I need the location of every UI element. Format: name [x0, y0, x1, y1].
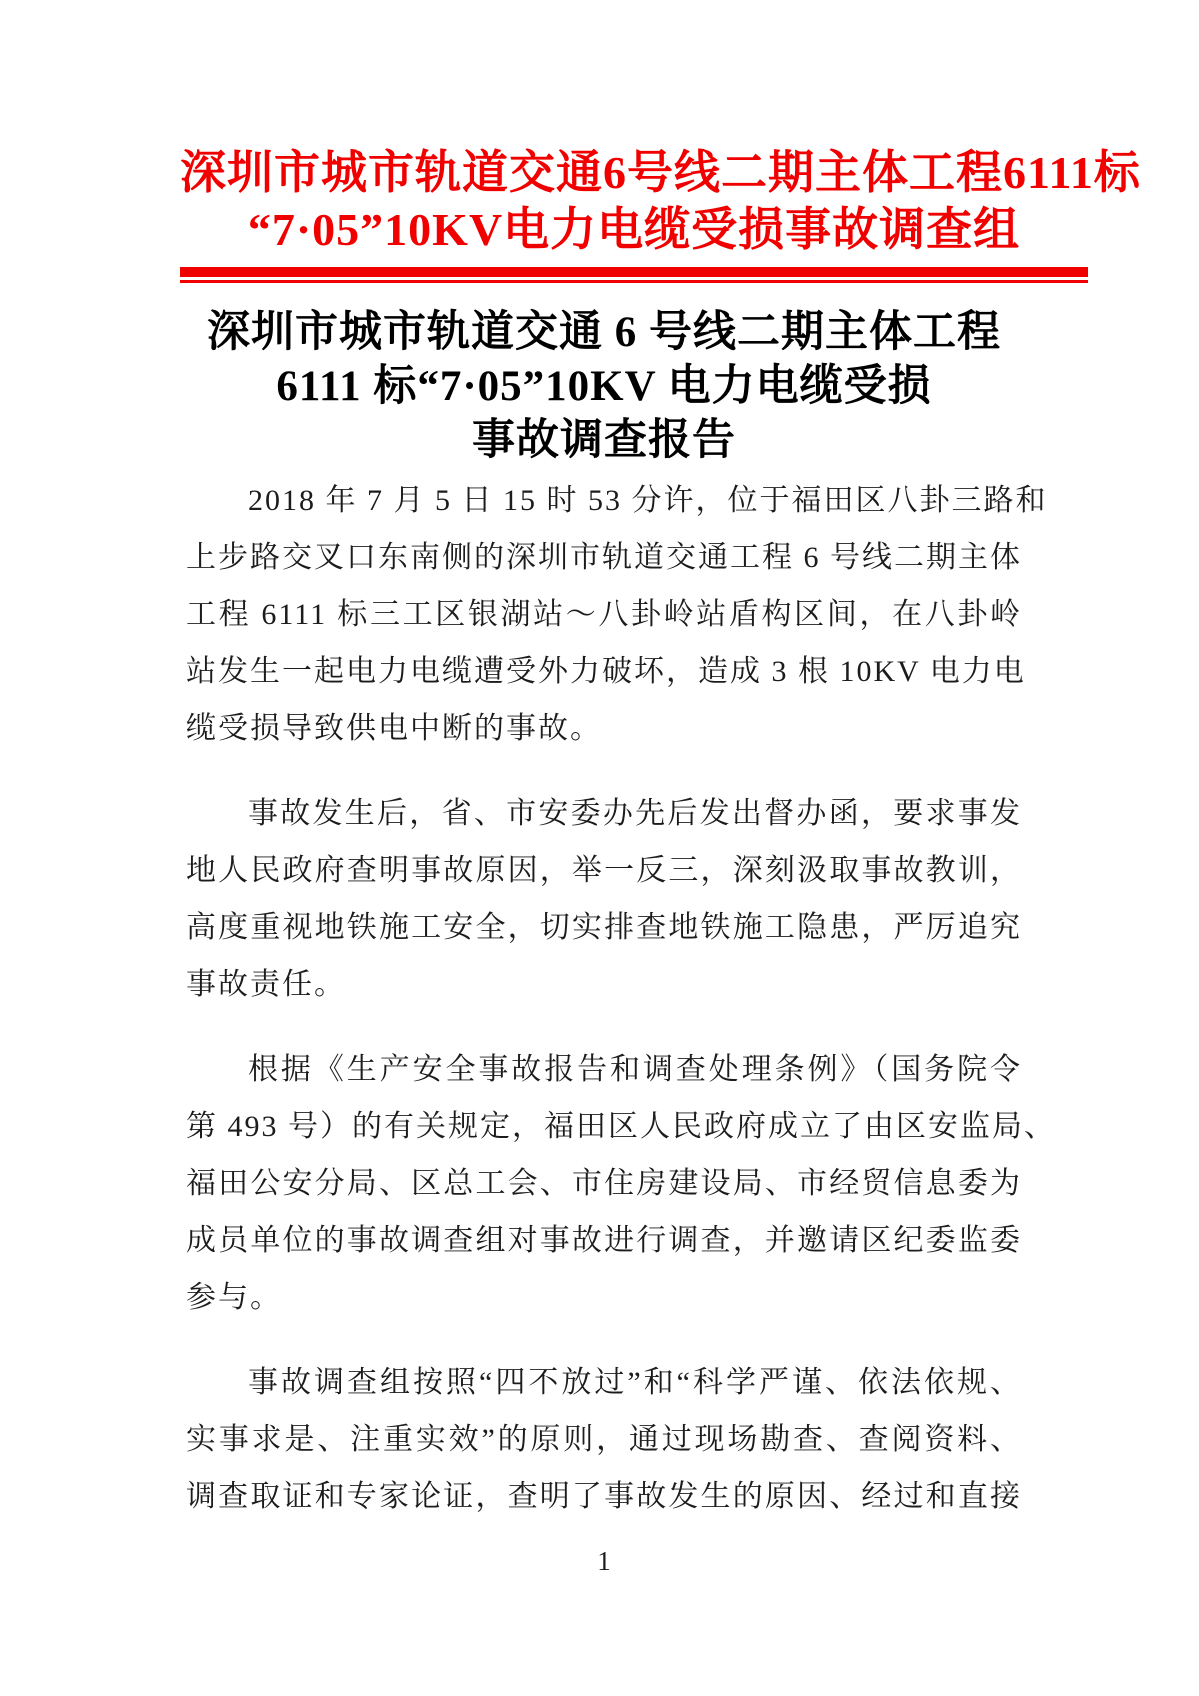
- letterhead-line-2: “7·05”10KV电力电缆受损事故调查组: [247, 204, 1021, 255]
- body-line: 实事求是、注重实效”的原则，通过现场勘查、查阅资料、: [186, 1423, 1022, 1456]
- letterhead-rule-thin: [180, 280, 1088, 283]
- document-title-line-1: 深圳市城市轨道交通 6 号线二期主体工程: [207, 309, 1001, 356]
- body-line: 2018 年 7 月 5 日 15 时 53 分许，位于福田区八卦三路和: [248, 484, 1048, 517]
- body-line: 根据《生产安全事故报告和调查处理条例》（国务院令: [248, 1053, 1022, 1086]
- body-line: 事故发生后，省、市安委办先后发出督办函，要求事发: [248, 797, 1022, 830]
- body-line: 福田公安分局、区总工会、市住房建设局、市经贸信息委为: [186, 1167, 1022, 1200]
- body-line: 地人民政府查明事故原因，举一反三，深刻汲取事故教训，: [186, 854, 1022, 887]
- paragraph-4: [186, 1354, 1022, 1525]
- letterhead-rule-thick: [180, 267, 1088, 277]
- body-line: 第 493 号）的有关规定，福田区人民政府成立了由区安监局、: [186, 1110, 1056, 1143]
- document-title-line-3: 事故调查报告: [472, 417, 736, 464]
- document-title: [186, 306, 1022, 468]
- body-line: 参与。: [186, 1281, 282, 1314]
- body-line: 成员单位的事故调查组对事故进行调查，并邀请区纪委监委: [186, 1224, 1022, 1257]
- body-line: 工程 6111 标三工区银湖站～八卦岭站盾构区间，在八卦岭: [186, 598, 1022, 631]
- document-title-line-2: 6111 标“7·05”10KV 电力电缆受损: [276, 363, 932, 410]
- paragraph-2: [186, 785, 1022, 1013]
- letterhead-line-1: 深圳市城市轨道交通6号线二期主体工程6111标: [180, 147, 1141, 198]
- body-text: [186, 472, 1056, 1525]
- letterhead: [180, 144, 1141, 258]
- paragraph-3: [186, 1041, 1056, 1326]
- body-line: 站发生一起电力电缆遭受外力破坏，造成 3 根 10KV 电力电: [186, 655, 1026, 688]
- paragraph-1: [186, 472, 1048, 757]
- page-number: 1: [597, 1546, 611, 1576]
- body-line: 事故责任。: [186, 968, 346, 1001]
- body-line: 缆受损导致供电中断的事故。: [186, 712, 602, 745]
- letterhead-rule: [180, 267, 1088, 283]
- body-line: 调查取证和专家论证，查明了事故发生的原因、经过和直接: [186, 1480, 1022, 1513]
- body-line: 上步路交叉口东南侧的深圳市轨道交通工程 6 号线二期主体: [186, 541, 1022, 574]
- body-line: 事故调查组按照“四不放过”和“科学严谨、依法依规、: [248, 1366, 1022, 1399]
- body-line: 高度重视地铁施工安全，切实排查地铁施工隐患，严厉追究: [186, 911, 1022, 944]
